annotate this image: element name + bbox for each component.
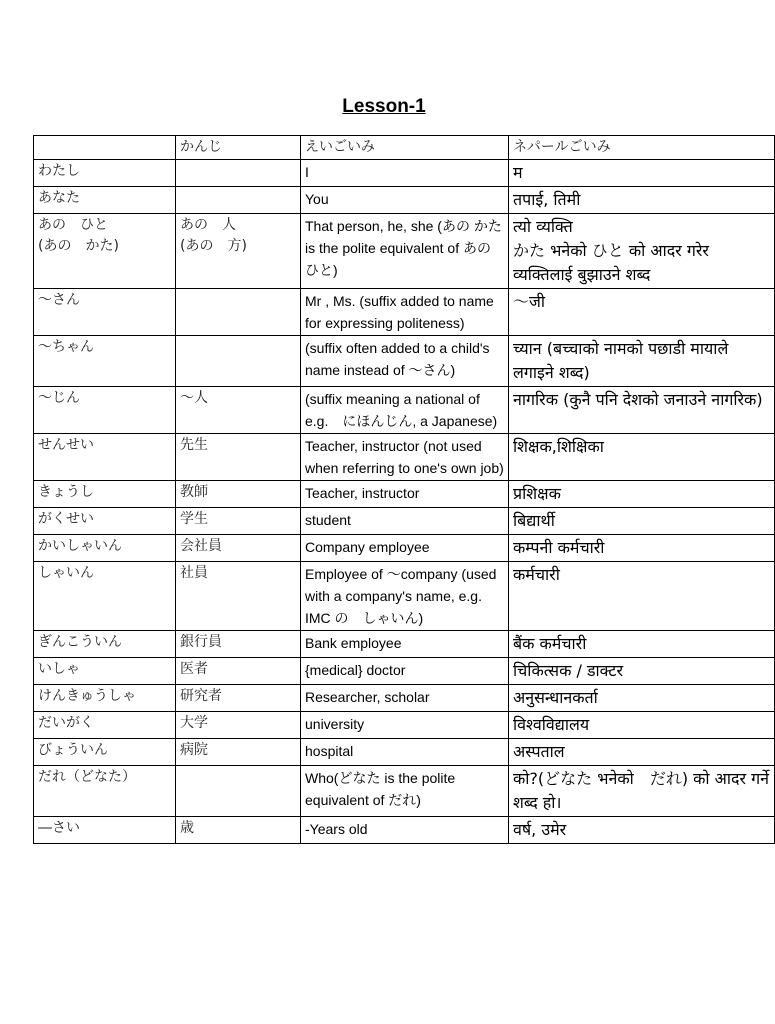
cell-kana: だれ（どなた） (34, 766, 176, 817)
header-kanji: かんじ (176, 136, 301, 160)
cell-nepali: चिकित्सक / डाक्टर (509, 658, 775, 685)
table-row (34, 336, 775, 387)
cell-kanji (176, 766, 301, 817)
cell-english: Bank employee (301, 631, 509, 658)
cell-kanji: 教師 (176, 481, 301, 508)
table-row (34, 817, 775, 844)
cell-kanji: 大学 (176, 712, 301, 739)
table-row (34, 739, 775, 766)
page-title: Lesson-1 (342, 96, 426, 117)
cell-kana: かいしゃいん (34, 535, 176, 562)
cell-kana: ―さい (34, 817, 176, 844)
cell-kana: けんきゅうしゃ (34, 685, 176, 712)
cell-nepali: च्यान (बच्चाको नामको पछाडी मायाले लगाइने शब्द) (509, 336, 775, 387)
cell-kana: ～ちゃん (34, 336, 176, 387)
cell-english: student (301, 508, 509, 535)
cell-kanji (176, 187, 301, 214)
cell-kanji: 銀行員 (176, 631, 301, 658)
cell-kanji (176, 289, 301, 336)
cell-english: Mr , Ms. (suffix added to name for expressing politeness) (301, 289, 509, 336)
cell-kanji: ～人 (176, 387, 301, 434)
cell-kanji: 医者 (176, 658, 301, 685)
cell-english: {medical} doctor (301, 658, 509, 685)
cell-kanji: 歳 (176, 817, 301, 844)
cell-nepali: अस्पताल (509, 739, 775, 766)
cell-nepali: कर्मचारी (509, 562, 775, 631)
cell-english: You (301, 187, 509, 214)
cell-kanji (176, 160, 301, 187)
cell-kanji: 社員 (176, 562, 301, 631)
header-english: えいごいみ (301, 136, 509, 160)
cell-kanji: 研究者 (176, 685, 301, 712)
table-row (34, 387, 775, 434)
cell-english: Teacher, instructor (301, 481, 509, 508)
cell-kana: ～じん (34, 387, 176, 434)
cell-kana: あの ひと (あの かた) (34, 214, 176, 289)
cell-kana: きょうし (34, 481, 176, 508)
cell-nepali: वर्ष, उमेर (509, 817, 775, 844)
table-row (34, 187, 775, 214)
header-nepali: ネパールごいみ (509, 136, 775, 160)
cell-kanji: 学生 (176, 508, 301, 535)
table-row (34, 214, 775, 289)
table-row (34, 289, 775, 336)
cell-english: (suffix often added to a child's name instead of ～さん) (301, 336, 509, 387)
cell-kanji: 先生 (176, 434, 301, 481)
cell-english: Who(どなた is the polite equivalent of だれ) (301, 766, 509, 817)
cell-nepali: को?(どなた भनेको だれ) को आदर गर्ने शब्द हो। (509, 766, 775, 817)
cell-english: That person, he, she (あの かた is the polite equivalent of あの ひと) (301, 214, 509, 289)
cell-english: -Years old (301, 817, 509, 844)
cell-kanji: 病院 (176, 739, 301, 766)
cell-kanji (176, 336, 301, 387)
table-row (34, 535, 775, 562)
cell-nepali: बैंक कर्मचारी (509, 631, 775, 658)
cell-nepali: अनुसन्धानकर्ता (509, 685, 775, 712)
table-row (34, 160, 775, 187)
cell-kana: ぎんこういん (34, 631, 176, 658)
table-header-row (34, 136, 775, 160)
cell-kana: がくせい (34, 508, 176, 535)
cell-kanji: 会社員 (176, 535, 301, 562)
table-row (34, 766, 775, 817)
cell-kana: しゃいん (34, 562, 176, 631)
cell-kana: いしゃ (34, 658, 176, 685)
vocabulary-table (33, 135, 775, 844)
cell-english: Teacher, instructor (not used when referring to one's own job) (301, 434, 509, 481)
cell-english: hospital (301, 739, 509, 766)
cell-kana: びょういん (34, 739, 176, 766)
cell-kana: あなた (34, 187, 176, 214)
cell-nepali: तपाई, तिमी (509, 187, 775, 214)
cell-english: (suffix meaning a national of e.g. にほんじん, a Japanese) (301, 387, 509, 434)
table-row (34, 685, 775, 712)
cell-nepali: कम्पनी कर्मचारी (509, 535, 775, 562)
cell-nepali: शिक्षक,शिक्षिका (509, 434, 775, 481)
cell-kana: だいがく (34, 712, 176, 739)
table-row (34, 562, 775, 631)
table-row (34, 481, 775, 508)
cell-nepali: बिद्यार्थी (509, 508, 775, 535)
table-row (34, 508, 775, 535)
cell-english: Researcher, scholar (301, 685, 509, 712)
cell-english: university (301, 712, 509, 739)
cell-kana: わたし (34, 160, 176, 187)
cell-english: Employee of ～company (used with a company's name, e.g. IMC の しゃいん) (301, 562, 509, 631)
header-kana (34, 136, 176, 160)
table-row (34, 712, 775, 739)
cell-english: Company employee (301, 535, 509, 562)
table-row (34, 658, 775, 685)
table-row (34, 434, 775, 481)
cell-nepali: प्रशिक्षक (509, 481, 775, 508)
cell-kanji: あの 人 (あの 方) (176, 214, 301, 289)
cell-nepali: त्यो व्यक्ति かた भनेको ひと को आदर गरेर व्यक्तिलाई बुझाउने शब्द (509, 214, 775, 289)
cell-nepali: म (509, 160, 775, 187)
cell-nepali: नागरिक (कुनै पनि देशको जनाउने नागरिक) (509, 387, 775, 434)
cell-english: I (301, 160, 509, 187)
cell-nepali: ～जी (509, 289, 775, 336)
cell-nepali: विश्वविद्यालय (509, 712, 775, 739)
table-row (34, 631, 775, 658)
cell-kana: ～さん (34, 289, 176, 336)
cell-kana: せんせい (34, 434, 176, 481)
